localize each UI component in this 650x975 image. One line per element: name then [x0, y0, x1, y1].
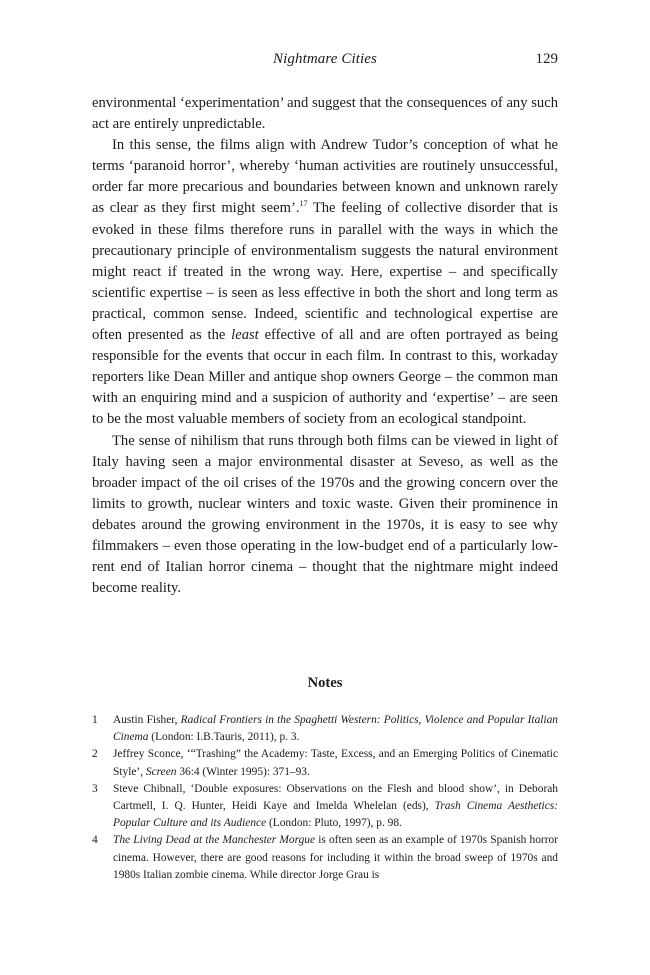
body-text: [92, 93, 558, 599]
page-number: 129: [535, 51, 558, 67]
paragraph-1: environmental ‘experimentation’ and suggest that the consequences of any such act are entirely unpredictable.: [92, 95, 558, 133]
note-item: 4 The Living Dead at the Manchester Morgue is often seen as an example of 1970s Spanish horror cinema. However, there are good reasons for including it within the broad sweep of 1970s and 1980s Italian zombie cinema. While director Jorge Grau is: [92, 834, 558, 881]
running-title: Nightmare Cities: [273, 51, 377, 67]
note-number: 2: [92, 748, 98, 761]
notes-list: [92, 712, 558, 884]
paragraph-2: In this sense, the films align with Andrew Tudor’s conception of what he terms ‘paranoid horror’, whereby ‘human activities are routinely unsuccessful, order far more precarious and boundaries between known and unknown rarely as clear as they first might seem’.$^{17}$ The feeling of collective disorder that is evoked in these films therefore runs in parallel with the ways in which the precautionary principle of environmentalism suggests the natural environment might react if treated in the wrong way. Here, expertise – and specifically scientific expertise – is seen as less effective in both the short and long term as practical, common sense. Indeed, scientific and technological expertise are often presented as the least effective of all and are often portrayed as being responsible for the events that occur in each film. In contrast to this, workaday reporters like Dean Miller and antique shop owners George – the common man with an enquiring mind and a suspicion of authority and ‘expertise’ – are seen to be the most valuable members of society from an ecological standpoint.: [92, 137, 559, 428]
paragraph-3: The sense of nihilism that runs through both films can be viewed in light of Italy having seen a major environmental disaster at Seveso, as well as the broader impact of the oil crises of the 1970s and the growing concern over the limits to growth, nuclear winters and toxic waste. Given their prominence in debates around the growing environment in the 1970s, it is easy to see why filmmakers – even those operating in the low-budget end of a particularly low-rent end of Italian horror cinema – thought that the nightmare might indeed become reality.: [92, 432, 558, 597]
note-item: 2 Jeffrey Sconce, ‘“Trashing” the Academy: Taste, Excess, and an Emerging Politics of Cinematic Style’, Screen 36:4 (Winter 1995): 371–93.: [92, 748, 558, 778]
footnote-marker: 17: [299, 199, 308, 209]
running-header: [92, 49, 558, 71]
note-number: 4: [92, 834, 98, 847]
note-item: 3 Steve Chibnall, ‘Double exposures: Observations on the Flesh and blood show’, in Deborah Cartmell, I. Q. Hunter, Heidi Kaye and Imelda Whelelan (eds), Trash Cinema Aesthetics: Popular Culture and its Audience (London: Pluto, 1997), p. 98.: [92, 782, 558, 830]
note-number: 1: [92, 714, 98, 726]
note-item: 1 Austin Fisher, Radical Frontiers in the Spaghetti Western: Politics, Violence and Popular Italian Cinema (London: I.B.Tauris, 2011), p. 3.: [92, 714, 558, 744]
note-number: 3: [92, 782, 98, 795]
notes-heading: Notes: [307, 675, 343, 691]
